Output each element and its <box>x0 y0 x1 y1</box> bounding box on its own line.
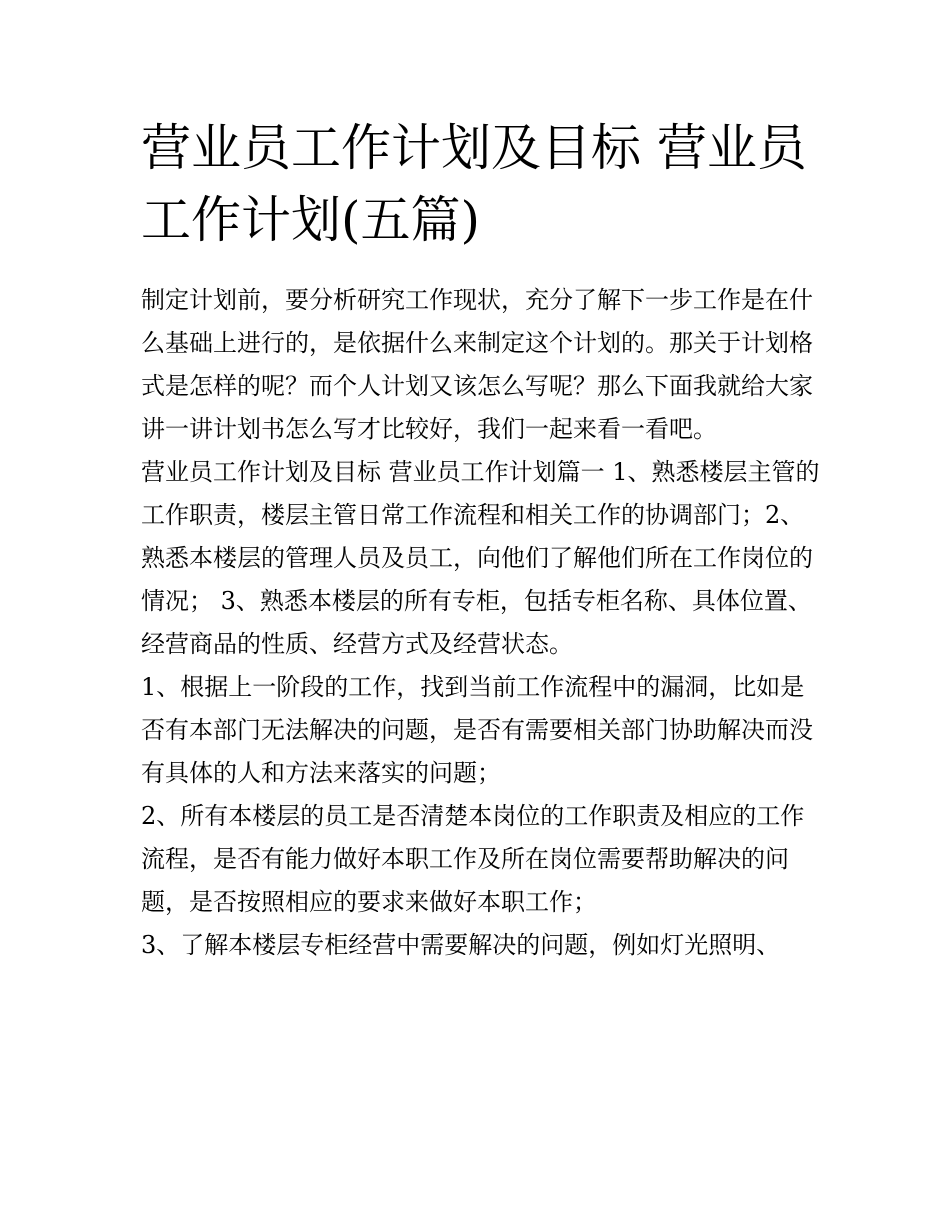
paragraph-item-1: 1、根据上一阶段的工作，找到当前工作流程中的漏洞，比如是否有本部门无法解决的问题，是否有需要相关部门协助解决而没有具体的人和方法来落实的问题； <box>141 673 813 787</box>
paragraph-item-3: 3、了解本楼层专柜经营中需要解决的问题，例如灯光照明、 <box>141 931 781 959</box>
document-body <box>141 279 821 967</box>
paragraph-intro: 制定计划前，要分析研究工作现状，充分了解下一步工作是在什么基础上进行的，是依据什么来制定这个计划的。那关于计划格式是怎样的呢？而个人计划又该怎么写呢？那么下面我就给大家讲一讲计划书怎么写才比较好，我们一起来看一看吧。 <box>141 286 813 443</box>
document-title: 营业员工作计划及目标 营业员工作计划(五篇) <box>141 119 807 249</box>
paragraph-section-one: 营业员工作计划及目标 营业员工作计划篇一 1、熟悉楼层主管的工作职责，楼层主管日常工作流程和相关工作的协调部门；2、熟悉本楼层的管理人员及员工，向他们了解他们所在工作岗位的情况； 3、熟悉本楼层的所有专柜，包括专柜名称、具体位置、经营商品的性质、经营方式及经营状态。 <box>141 458 820 658</box>
paragraph-item-2: 2、所有本楼层的员工是否清楚本岗位的工作职责及相应的工作流程，是否有能力做好本职工作及所在岗位需要帮助解决的问题，是否按照相应的要求来做好本职工作； <box>141 802 805 916</box>
